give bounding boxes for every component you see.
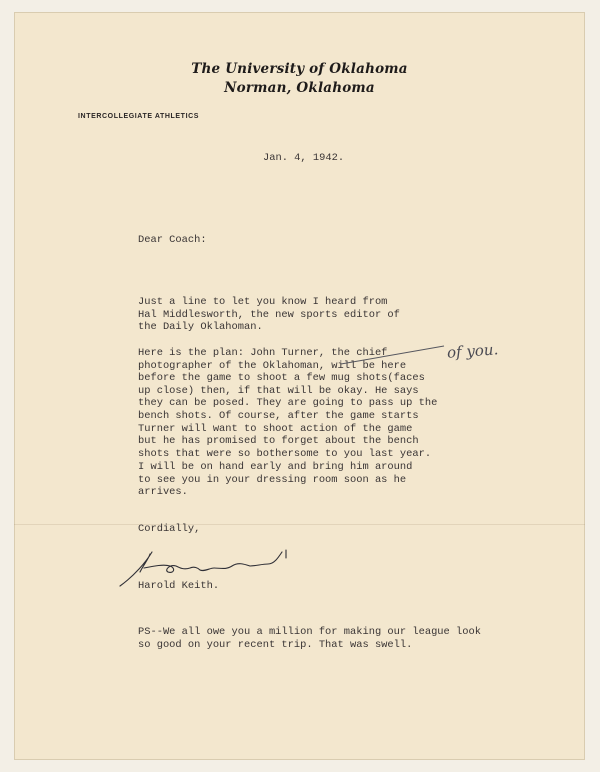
- letterhead-university: The University of Oklahoma: [191, 61, 408, 77]
- letterhead-location: Norman, Oklahoma: [224, 80, 375, 96]
- letter-paragraph-2: Here is the plan: John Turner, the chief photographer of the Oklahoman, will be here before the game to shoot a few mug shots(faces up close) then, if that will be okay. He says they can be posed. They are going to pass up the bench shots. Of course, after the game starts Turner will want to shoot action of the game but he has promised to forget about the bench shots that were so bothersome to you last year.: [138, 347, 438, 460]
- handwritten-insert: of you.: [446, 340, 499, 362]
- letter-postscript: PS--We all owe you a million for making our league look so good on your recent trip. That was swell.: [138, 626, 481, 651]
- letter-page: [14, 12, 585, 760]
- letterhead-department: INTERCOLLEGIATE ATHLETICS: [78, 113, 200, 120]
- letter-paragraph-3: I will be on hand early and bring him around to see you in your dressing room soon as he arrives.: [138, 461, 413, 499]
- letter-closing: Cordially,: [138, 523, 201, 535]
- letter-signer: Harold Keith.: [138, 580, 220, 592]
- letter-paragraph-1: Just a line to let you know I heard from Hal Middlesworth, the new sports editor of the Daily Oklahoman.: [138, 296, 400, 334]
- letter-salutation: Dear Coach:: [138, 234, 207, 246]
- letter-date: Jan. 4, 1942.: [263, 152, 345, 164]
